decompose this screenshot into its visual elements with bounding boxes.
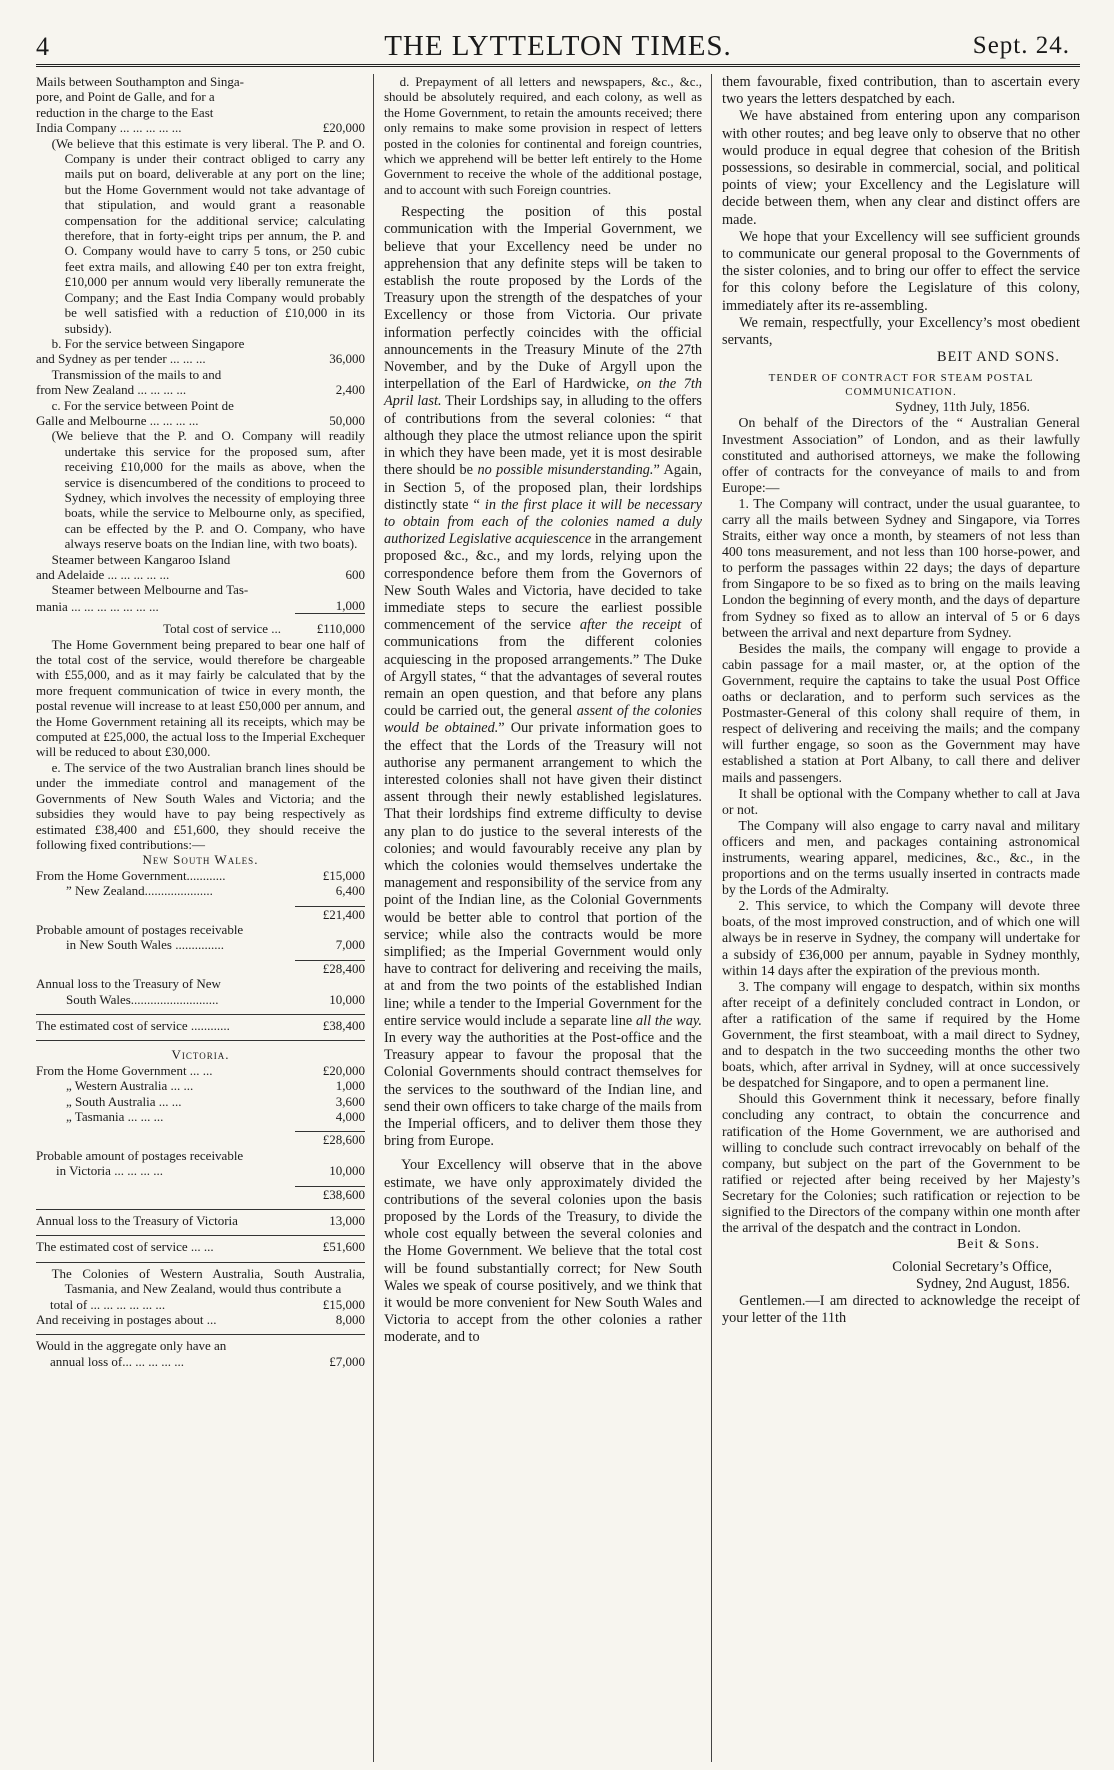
row-label: The estimated cost of service ............ (36, 1017, 230, 1033)
signature: BEIT AND SONS. (937, 349, 1060, 366)
masthead (36, 30, 1080, 67)
body-paragraph: Respecting the position of this postal communication with the Imperial Government, we believe that your Excellency need be under no apprehension that any definite steps will be taken to establish the route proposed by the Lords of the Treasury upon the strength of the despatches of your Excellency or those from Victoria. Our private information perfectly coincides with the official announcements in the Treasury Minute of the 27th November, and by the Duke of Argyll upon the interpellation of the Earl of Hardwicke, on the 7th April last. Their Lordships say, in alluding to the offers of contributions from the several colonies: “ that although they place the utmost reliance upon the spirit in which they have been made, yet it is most desirable there should be no possible misunderstanding.” Again, in Section 5, of the proposed plan, their lordships distinctly state “ in the first place it will be necessary to obtain from each of the colonies named a duly authorized Legislative acquiescence in the arrangement proposed &c., &c., and my lords, relying upon the correspondence before them from the Governors of New South Wales and Victoria, have decided to take immediate steps to secure the earliest possible commencement of the service after the receipt of communications from the different colonies acquiescing in the proposed arrangements.” The Duke of Argyll states, “ that the advantages of several routes remain an open question, and that before any plans could be carried out, the general assent of the colonies would be obtained.” Our private information goes to the effect that the Lords of the Treasury will not authorise any permanent arrangement to which the interested colonies shall not have given their distinct assent through their newly established legislatures. That their lordships find extreme difficulty to devise any plan to do justice to the several interests of the colonies; and would favourably receive any plan by which the colonies would themselves undertake the management and responsibility of the service from any point of the Indian line, as the Colonial Governments would be better able to control that portion of the service; while also the contracts would be more simplified; as the Imperial Government would only have to contract for delivering and receiving the mails, at and from the two points of the established Indian line; while a tender to the Imperial Government for the entire service would include a separate line all the way. In every way the authorities at the Post-office and the Treasury appear to favour the proposal that the Colonial Governments should contract themselves for the services to the southward of the Indian line, and send their own officers to take charge of the mails from the Imperial officers, and to deliver them those they bring from Europe. (384, 204, 703, 1150)
body-paragraph: Besides the mails, the company will engage to provide a cabin passage for a mail master, or, at the option of the Government, require the captains to take the usual Post Office oaths or declaration, and to perform such services as the Postmaster-General of this colony shall require of them, in respect of delivering and receiving the mails; and the company will further engage, so soon as the Government may have established a station at Port Albany, to call there and deliver mails and passengers. (722, 640, 1080, 785)
row-amount: £20,000 (322, 1062, 365, 1078)
row-amount: 10,000 (329, 1163, 365, 1179)
row-label-line: Transmission of the mails to and (51, 366, 222, 382)
row-label: From the Home Government............ (36, 867, 226, 883)
row-label-line: Probable amount of postages receivable (36, 1147, 244, 1163)
row-amount: £15,000 (322, 867, 365, 883)
row-amount: £7,000 (329, 1353, 365, 1369)
row-label: ” New Zealand..................... (66, 883, 213, 899)
issue-date: Sept. 24. (972, 32, 1070, 59)
vic-heading: Victoria. (36, 1040, 365, 1062)
row-label: And receiving in postages about ... (36, 1312, 217, 1328)
contribution-row (36, 937, 365, 952)
total-label: Total cost of service ... (163, 621, 281, 637)
contribution-row (36, 1094, 365, 1109)
row-label: annual loss of... ... ... ... ... (50, 1353, 184, 1369)
row-label-line: c. For the service between Point de (51, 397, 234, 413)
column-2 (374, 74, 712, 1762)
intro-line: pore, and Point de Galle, and for a (36, 89, 215, 105)
body-paragraph: 1. The Company will contract, under the usual guarantee, to carry all the mails between Sydney and Singapore, via Torres Straits, either way once a month, by steamers of not less than 400 tons measurement, and not less than 100 horse-power, and to perform the passages within 22 days; the days of departure from Singapore to be so fixed as to bring on the mails leaving London the beginning of every month, and the days of departure from Sydney so fixed as to allow an interval of 5 or 6 days between the arrival and next departure from Sydney. (722, 495, 1080, 640)
subtotal-row (36, 1186, 365, 1202)
subtotal-amount: £21,400 (295, 906, 365, 922)
body-paragraph: We hope that your Excellency will see sufficient grounds to communicate our general proposal to the Governments of the sister colonies, and to bring our offer to effect the service for this colony before the Legislature of this colony, immediately after its re-assembling. (722, 228, 1080, 314)
row-amount: 13,000 (329, 1213, 365, 1229)
office-line: Colonial Secretary’s Office, (892, 1259, 1052, 1276)
row-label: India Company ... ... ... ... ... (36, 120, 182, 136)
row-label: in New South Wales ............... (66, 937, 224, 953)
row-amount: 3,600 (335, 1093, 365, 1109)
estimate-row (36, 1354, 365, 1369)
subtotal-amount: £28,400 (295, 960, 365, 976)
row-label-line: b. For the service between Singapore (51, 335, 245, 351)
row-amount: 10,000 (329, 991, 365, 1007)
subtotal-row (36, 1131, 365, 1147)
row-amount: 50,000 (329, 412, 365, 428)
newspaper-title: THE LYTTELTON TIMES. (384, 30, 732, 62)
body-paragraph: We remain, respectfully, your Excellency’s most obedient servants, (722, 314, 1080, 349)
tender-heading: TENDER OF CONTRACT FOR STEAM POSTAL (768, 372, 1034, 385)
contribution-row (36, 1063, 365, 1078)
row-label-line: Annual loss to the Treasury of New (36, 976, 221, 992)
row-amount: 2,400 (335, 382, 365, 398)
row-amount: 1,000 (295, 598, 365, 614)
row-label: mania ... ... ... ... ... ... ... (36, 598, 159, 614)
contribution-row (36, 1163, 365, 1178)
row-label-line: Would in the aggregate only have an (36, 1334, 365, 1353)
estimate-row (36, 1297, 365, 1312)
signature: Beit & Sons. (957, 1236, 1040, 1252)
contribution-row (36, 1078, 365, 1093)
note-paragraph: (We believe that this estimate is very liberal. The P. and O. Company is under their contract obliged to carry any mails put on board, deliverable at any port on the line; but the Home Government would not take advantage of that stipulation, and would grant a reasonable compensation for the additional service; calculating therefore, that in forty-eight trips per annum, the P. and O. Company would have to carry 5 tons, or 250 cubic feet extra mails, and allowing £40 per ton extra freight, £10,000 per annum would very liberally remunerate the Company; and the East India Company would probably be well satisfied with a reduction of £10,000 in its subsidy). (51, 135, 365, 336)
row-label: „ Western Australia ... ... (66, 1078, 194, 1094)
intro-lines (36, 74, 365, 120)
row-label: From the Home Government ... ... (36, 1062, 213, 1078)
row-label-line: Probable amount of postages receivable (36, 921, 244, 937)
body-paragraph: Should this Government think it necessary, before finally concluding any contract, to obtain the concurrence and ratification of the Home Government, we are authorised and willing to conclude such contract irrevocably on behalf of the company, but subject on the part of the Government to be ratified or rejected after being received by her Majesty’s Secretary for the Colonies; such ratification or rejection to be signified to the Directors of the company within one month after the arrival of the despatch and the contract in London. (722, 1091, 1080, 1236)
contribution-row (36, 1109, 365, 1124)
contribution-row (36, 883, 365, 898)
row-label: Galle and Melbourne ... ... ... ... (36, 412, 199, 428)
body-paragraph: them favourable, fixed contribution, than to ascertain every two years the letters despatched by each. (722, 74, 1080, 108)
body-paragraph: d. Prepayment of all letters and newspapers, &c., &c., should be absolutely required, and each colony, as well as the Home Government, to retain the amounts received; there only remains to make some provision in respect of letters posted in the colonies for continental and foreign countries, which we apprehend will be better left entirely to the Home Government to receive the whole of the additional postage, and to account with such Foreign countries. (384, 74, 702, 197)
estimate-row (36, 567, 365, 582)
total-row (36, 621, 365, 636)
estimate-row (36, 413, 365, 428)
office-line: Sydney, 2nd August, 1856. (916, 1276, 1070, 1293)
estimate-row (36, 382, 365, 397)
subtotal-row (36, 906, 365, 922)
article-columns (36, 74, 1080, 1762)
estimate-row (36, 1312, 365, 1327)
row-amount: 8,000 (335, 1312, 365, 1328)
estimate-row (36, 120, 365, 135)
column-1 (36, 74, 374, 1762)
row-amount: 1,000 (335, 1078, 365, 1094)
estimate-row (36, 1014, 365, 1033)
body-paragraph: We have abstained from entering upon any comparison with other routes; and beg leave only to observe that no other would produce in equal degree that cohesion of the British possessions, so desirable in commercial, social, and political points of view; your Excellency and the Legislature will decide between them, when any clear and distinct offers are made. (722, 108, 1080, 228)
body-paragraph: Your Excellency will observe that in the above estimate, we have only approximately divided the contributions of the several colonies upon the basis proposed by the Lords of the Treasury, to divide the whole cost equally between the several colonies and the Home Government. We believe that the total cost will be found substantially correct; for New South Wales we speak of course positively, and we think that it would be more convenient for New South Wales and Victoria to accept from the other colonies a rather moderate, and to (384, 1157, 702, 1346)
row-label: „ South Australia ... ... (66, 1093, 182, 1109)
row-label: and Sydney as per tender ... ... ... (36, 351, 206, 367)
contribution-row (36, 868, 365, 883)
body-paragraph: e. The service of the two Australian branch lines should be under the immediate control and management of the Governments of New South Wales and Victoria; and the subsidies they would have to pay being respectively as estimated £38,400 and £51,600, they should receive the following fixed contributions:— (36, 759, 365, 852)
body-paragraph: 3. The company will engage to despatch, within six months after receipt of a definitely concluded contract in London, or after a ratification of the same if required by the Home Government, the first steamboat, with a mail direct to Sydney, and to despatch in the two succeeding months the other two boats, which, after arrival in Sydney, will at once successively be despatched for Singapore, and to open a permanent line. (722, 978, 1080, 1091)
estimate-row (36, 1235, 365, 1254)
estimate-row (36, 1209, 365, 1228)
row-amount: £38,400 (322, 1017, 365, 1033)
row-amount: 6,400 (335, 883, 365, 899)
row-amount: 7,000 (335, 937, 365, 953)
estimate-row (36, 351, 365, 366)
row-label: „ Tasmania ... ... ... (66, 1109, 164, 1124)
note-paragraph: (We believe that the P. and O. Company will readily undertake this service for the proposed sum, after receiving £10,000 for the mails as above, when the service is disencumbered of the conditions to proceed to Sydney, which involves the necessity of employing three boats, while the service to Melbourne only, as specified, can be effected by the P. and O. Company, who have always reserve boats on the Indian line, with two boats). (51, 428, 365, 552)
row-amount: £20,000 (322, 120, 365, 136)
tender-heading: COMMUNICATION. (845, 386, 957, 399)
row-amount: 600 (345, 567, 365, 582)
total-amount: £110,000 (316, 621, 365, 637)
row-label: and Adelaide ... ... ... ... ... (36, 567, 170, 582)
nsw-heading: New South Wales. (142, 852, 259, 868)
body-paragraph: Gentlemen.—I am directed to acknowledge the receipt of your letter of the 11th (722, 1293, 1080, 1327)
body-paragraph: It shall be optional with the Company whether to call at Java or not. (722, 785, 1080, 817)
contribution-row (36, 992, 365, 1007)
row-amount: 4,000 (335, 1109, 365, 1124)
subtotal-amount: £38,600 (295, 1186, 365, 1202)
subtotal-row (36, 960, 365, 976)
row-label: total of ... ... ... ... ... ... (50, 1296, 166, 1312)
row-label-line: Steamer between Kangaroo Island (51, 551, 231, 567)
row-label: in Victoria ... ... ... ... (56, 1163, 163, 1179)
intro-line: reduction in the charge to the East (36, 104, 214, 120)
page-number: 4 (36, 32, 49, 61)
body-paragraph: On behalf of the Directors of the “ Australian General Investment Association” of London, and as their lawfully constituted and authorised attorneys, we make the following offer of contracts for the conveyance of mails to and from Europe:— (722, 415, 1080, 495)
body-paragraph: 2. This service, to which the Company will devote three boats, of the most improved construction, and of which one will always be in reserve in Sydney, the company will undertake for a subsidy of £36,000 per annum, payable in Sydney monthly, within 14 days after the expiration of the previous month. (722, 898, 1080, 978)
row-amount: £51,600 (322, 1239, 365, 1255)
row-label-line: Steamer between Melbourne and Tas- (51, 582, 249, 598)
column-3 (712, 74, 1080, 1762)
row-amount: 36,000 (329, 351, 365, 367)
row-label: Annual loss to the Treasury of Victoria (36, 1213, 238, 1229)
intro-line: Mails between Southampton and Singa- (36, 74, 244, 89)
row-label: The estimated cost of service ... ... (36, 1239, 214, 1255)
estimate-row (36, 598, 365, 614)
row-label: South Wales........................... (66, 991, 219, 1007)
tender-date: Sydney, 11th July, 1856. (895, 399, 1030, 415)
row-amount: £15,000 (322, 1296, 365, 1312)
body-paragraph: The Company will also engage to carry naval and military officers and men, and packages containing astronomical instruments, wearing apparel, medicines, &c., &c., in the proportions and on the terms usually inserted in contracts made by the Lords of the Admiralty. (722, 817, 1080, 898)
subtotal-amount: £28,600 (295, 1131, 365, 1147)
body-paragraph: The Colonies of Western Australia, South Australia, Tasmania, and New Zealand, would thus contribute a (36, 1262, 365, 1297)
row-label: from New Zealand ... ... ... ... (36, 382, 187, 398)
body-paragraph: The Home Government being prepared to bear one half of the total cost of the service, would therefore be chargeable with £55,000, and as it may fairly be calculated that by the more frequent communication of twice in every month, the postal revenue will increase to at least £50,000 per annum, and the Home Government retaining all its receipts, which may be computed at £25,000, the actual loss to the Imperial Exchequer will be reduced to about £30,000. (36, 636, 365, 760)
